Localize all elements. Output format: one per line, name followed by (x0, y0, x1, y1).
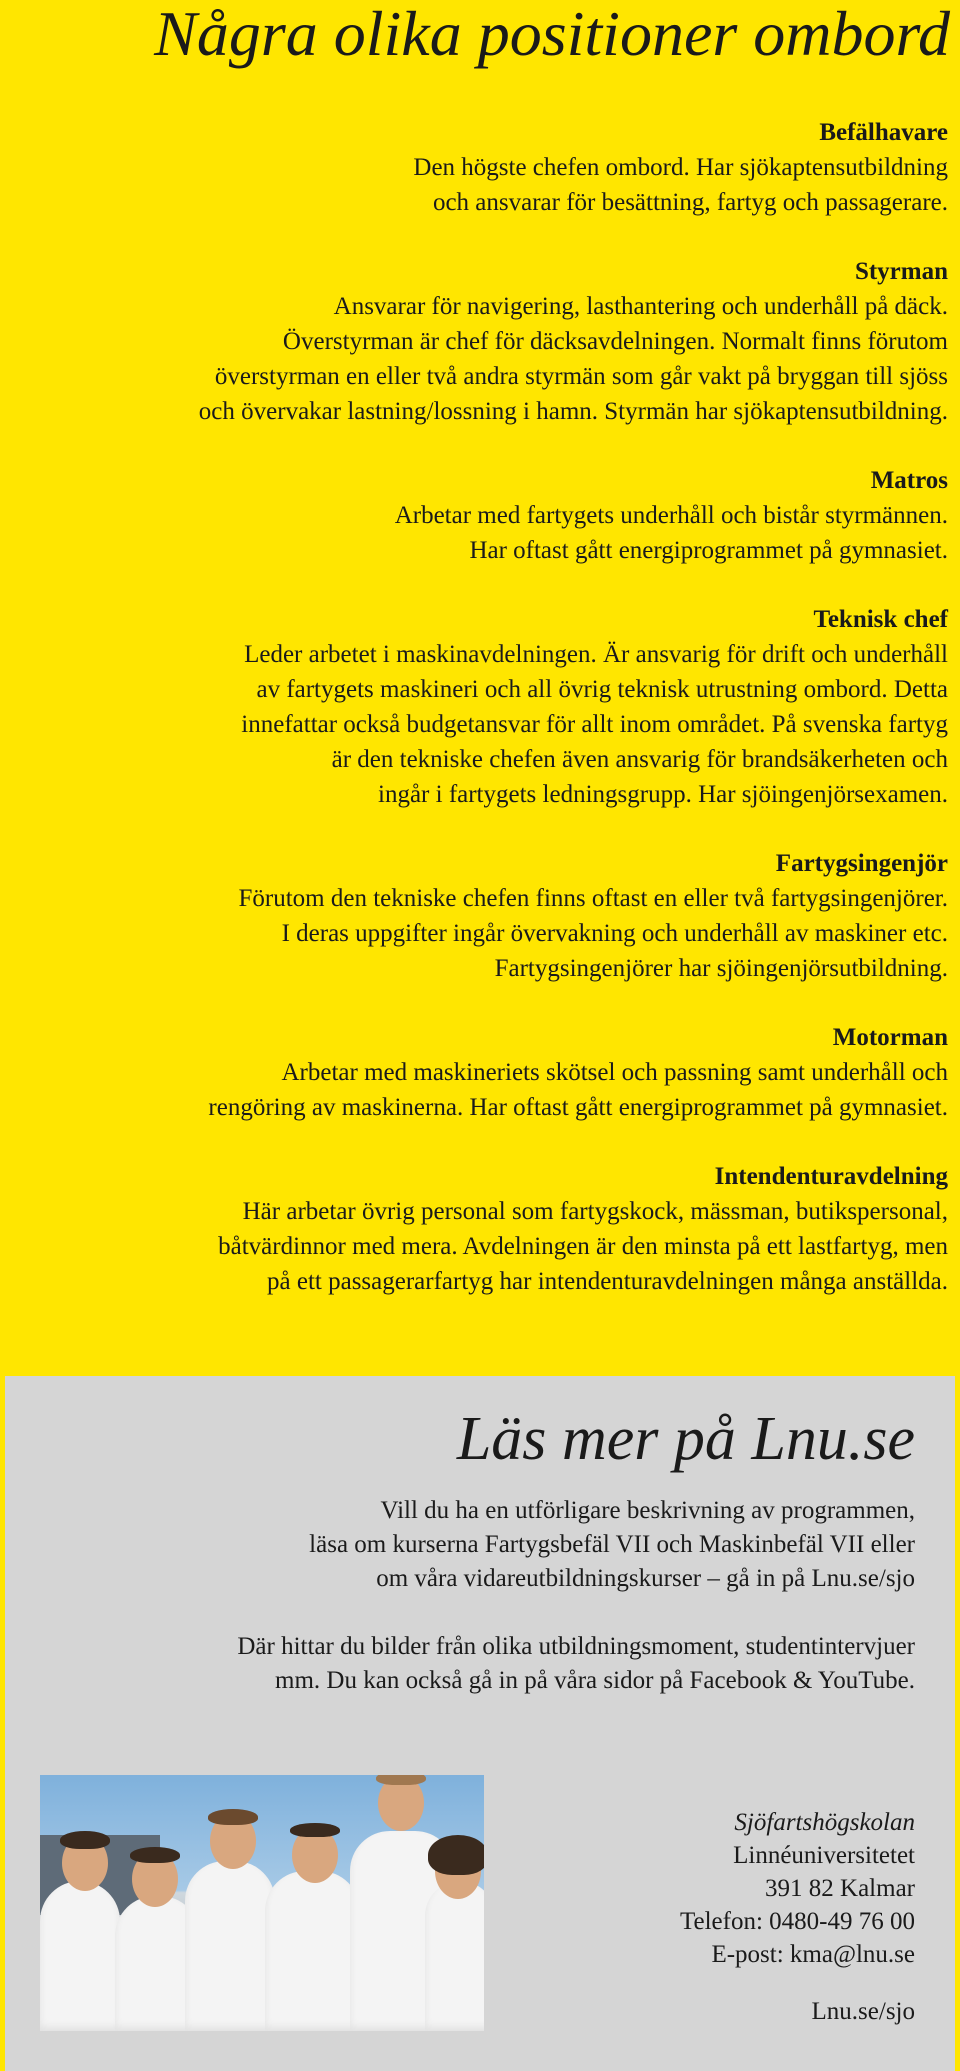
position-description: Här arbetar övrig personal som fartygskock, mässman, butikspersonal, båtvärdinnor med mera. Avdelningen är den minsta på ett lastfartyg, men på ett passagerarfartyg har intendenturavdelningen många anställda. (218, 1198, 948, 1295)
contact-phone: Telefon: 0480-49 76 00 (679, 1908, 915, 1935)
contact-school: Sjöfartshögskolan (734, 1809, 915, 1836)
position-description: Arbetar med maskineriets skötsel och passning samt underhåll och rengöring av maskinerna. Har oftast gått energiprogrammet på gymnasiet. (208, 1059, 948, 1121)
position-description: Den högste chefen ombord. Har sjökaptensutbildning och ansvarar för besättning, fartyg och passagerare. (413, 154, 948, 216)
position-motorman (48, 1020, 948, 1125)
position-heading: Befälhavare (819, 119, 948, 146)
info-paragraph: Vill du ha en utförligare beskrivning av programmen, läsa om kurserna Fartygsbefäl VII och Maskinbefäl VII eller om våra vidareutbildningskurser – gå in på Lnu.se/sjo (309, 1497, 915, 1592)
photo-hair (290, 1823, 340, 1837)
info-panel (5, 1376, 955, 2071)
position-heading: Intendenturavdelning (714, 1163, 948, 1190)
photo-hair (208, 1809, 258, 1825)
page-title: Några olika positioner ombord (154, 0, 950, 69)
position-matros (48, 463, 948, 568)
photo-hair (130, 1847, 180, 1863)
group-photo (40, 1775, 484, 2031)
position-description: Förutom den tekniske chefen finns oftast en eller två fartygsingenjörer. I deras uppgifter ingår övervakning och underhåll av maskiner etc. Fartygsingenjörer har sjöingenjörsutbildning. (238, 885, 948, 982)
contact-address: 391 82 Kalmar (765, 1875, 915, 1902)
position-description: Arbetar med fartygets underhåll och bistår styrmännen. Har oftast gått energiprogrammet på gymnasiet. (394, 502, 948, 564)
position-description: Ansvarar för navigering, lasthantering och underhåll på däck. Överstyrman är chef för däcksavdelningen. Normalt finns förutom överstyrman en eller två andra styrmän som går vakt på bryggan till sjöss och övervakar lastning/lossning i hamn. Styrmän har sjökaptensutbildning. (198, 293, 948, 425)
photo-person (265, 1871, 360, 2031)
contact-website[interactable]: Lnu.se/sjo (811, 1998, 915, 2025)
photo-person (425, 1881, 484, 2031)
photo-person (185, 1861, 275, 2031)
info-paragraph: Där hittar du bilder från olika utbildningsmoment, studentintervjuer mm. Du kan också gå in på våra sidor på Facebook & YouTube. (237, 1633, 915, 1694)
position-heading: Fartygsingenjör (775, 850, 948, 877)
position-heading: Matros (870, 467, 948, 494)
position-heading: Styrman (854, 258, 948, 285)
info-title: Läs mer på Lnu.se (456, 1405, 915, 1473)
position-teknisk-chef (48, 602, 948, 812)
photo-hair (376, 1775, 426, 1785)
positions-list (48, 115, 948, 1333)
contact-university: Linnéuniversitetet (733, 1842, 915, 1869)
position-intendenturavdelning (48, 1159, 948, 1299)
info-text (15, 1494, 915, 1732)
position-description: Leder arbetet i maskinavdelningen. Är ansvarig för drift och underhåll av fartygets maskineri och all övrig teknisk utrustning ombord. Detta innefattar också budgetansvar för allt inom området. På svenska fartyg är den tekniske chefen även ansvarig för brandsäkerheten och ingår i fartygets ledningsgrupp. Har sjöingenjörsexamen. (241, 641, 948, 808)
photo-hair (428, 1835, 484, 1875)
contact-block (680, 1806, 915, 2028)
position-styrman (48, 254, 948, 429)
photo-hair (60, 1831, 110, 1849)
position-heading: Teknisk chef (813, 606, 948, 633)
position-fartygsingenjor (48, 846, 948, 986)
position-heading: Motorman (832, 1024, 948, 1051)
contact-email[interactable]: E-post: kma@lnu.se (711, 1941, 915, 1968)
photo-person (40, 1881, 120, 2031)
position-befalhavare (48, 115, 948, 220)
